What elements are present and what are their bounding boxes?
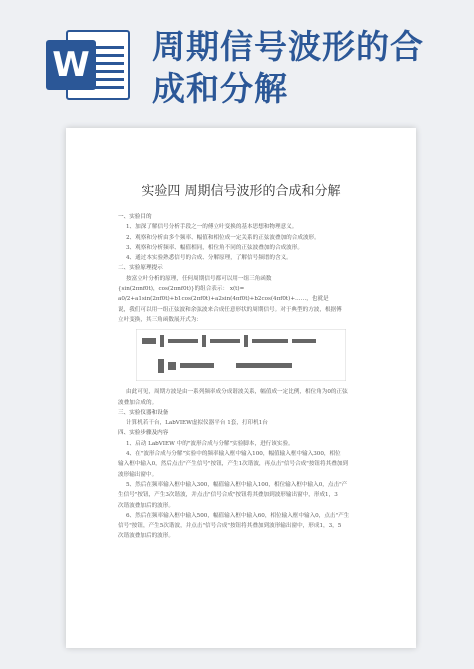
text-line: 按富立叶分析的原理，任何周期信号都可以用一组三角函数	[126, 275, 272, 282]
text-line: 1、加深了解信号分析手段之一的傅立叶变换的基本思想和物理意义。	[126, 224, 298, 231]
text-line: a0/2+a1sin(2πf0t)+b1cos(2πf0t)+a2sin(4πf0t)+b2cos(4πf0t)+……，也就是	[118, 296, 329, 303]
text-line: 波形输出窗中。	[118, 471, 158, 478]
fourier-series-formula	[136, 329, 346, 381]
section-heading: 三、实验仪器和设备	[118, 409, 169, 416]
word-document-icon	[46, 30, 132, 100]
section-heading: 一、实验目的	[118, 214, 152, 220]
document-body	[118, 212, 382, 542]
text-line: 次谐波叠加后的波形。	[118, 533, 174, 540]
document-title: 实验四 周期信号波形的合成和分解	[141, 184, 341, 199]
document-page	[66, 128, 416, 648]
formula-image	[136, 329, 346, 381]
text-line: 立叶变换，其三角函数展开式为：	[118, 316, 202, 323]
section-heading: 二、实验原理提示	[118, 265, 163, 272]
text-line: 生信号"按钮，产生3次谐波，并点击"信号合成"按钮将其叠加到波形输出窗中，形成1，3	[118, 492, 338, 499]
section-heading: 四、实验步骤及内容	[118, 430, 169, 437]
text-line: 4、在"波形合成与分解"实验中的频率输入框中输入100，幅值输入框中输入300，相位	[126, 451, 341, 458]
text-line: {sin(2πnf0t)，cos(2πnf0t)}的组合表示： x(t)=	[118, 286, 245, 293]
text-line: 4、通过本实验熟悉信号的合成、分解原理，了解信号频谱的含义。	[126, 255, 292, 262]
text-line: 信号"按钮，产生5次谐波，并点击"信号合成"按钮将其叠加到波形输出窗中，形成1，3，5	[118, 523, 342, 530]
text-line: 2、观察和分析由多个频率、幅值和相位成一定关系的正弦波叠加的合成波形。	[126, 234, 320, 241]
text-line: 说，我们可以用一组正弦波和余弦波来合成任意形状的周期信号。对于典型的方波，根据傅	[118, 306, 342, 313]
text-line: 1、启动 LabVIEW 中的"波形合成与分解"实验脚本，进行该实验。	[126, 440, 294, 447]
word-letter-badge: W	[46, 40, 96, 90]
text-line: 波叠加合成的。	[118, 399, 158, 406]
text-line: 次谐波叠加后的波形。	[118, 502, 174, 509]
text-line: 计算机若干台，LabVIEW虚拟仪器平台 1套，打印机1台	[126, 420, 268, 427]
text-line: 6、然后在频率输入框中输入500，幅值输入框中输入60，相位输入框中输入0，点击"产生	[126, 512, 350, 519]
banner	[0, 0, 474, 120]
banner-title: 周期信号波形的合成和分解	[152, 27, 424, 108]
text-line: 输入框中输入0，然后点击"产生信号"按钮，产生1次谐波，再点击"信号合成"按钮将其叠加到	[118, 461, 348, 468]
text-line: 5、然后在频率输入框中输入300，幅值输入框中输入100，相位输入框中输入0，点击"产	[126, 481, 348, 488]
text-line: 由此可见，周期方波是由一系列频率成分成谐波关系，幅值成一定比例，相位角为0的正弦	[126, 389, 348, 396]
text-line: 3、观察和分析频率、幅值相同，相位角不同的正弦波叠加的合成波形。	[126, 244, 303, 251]
